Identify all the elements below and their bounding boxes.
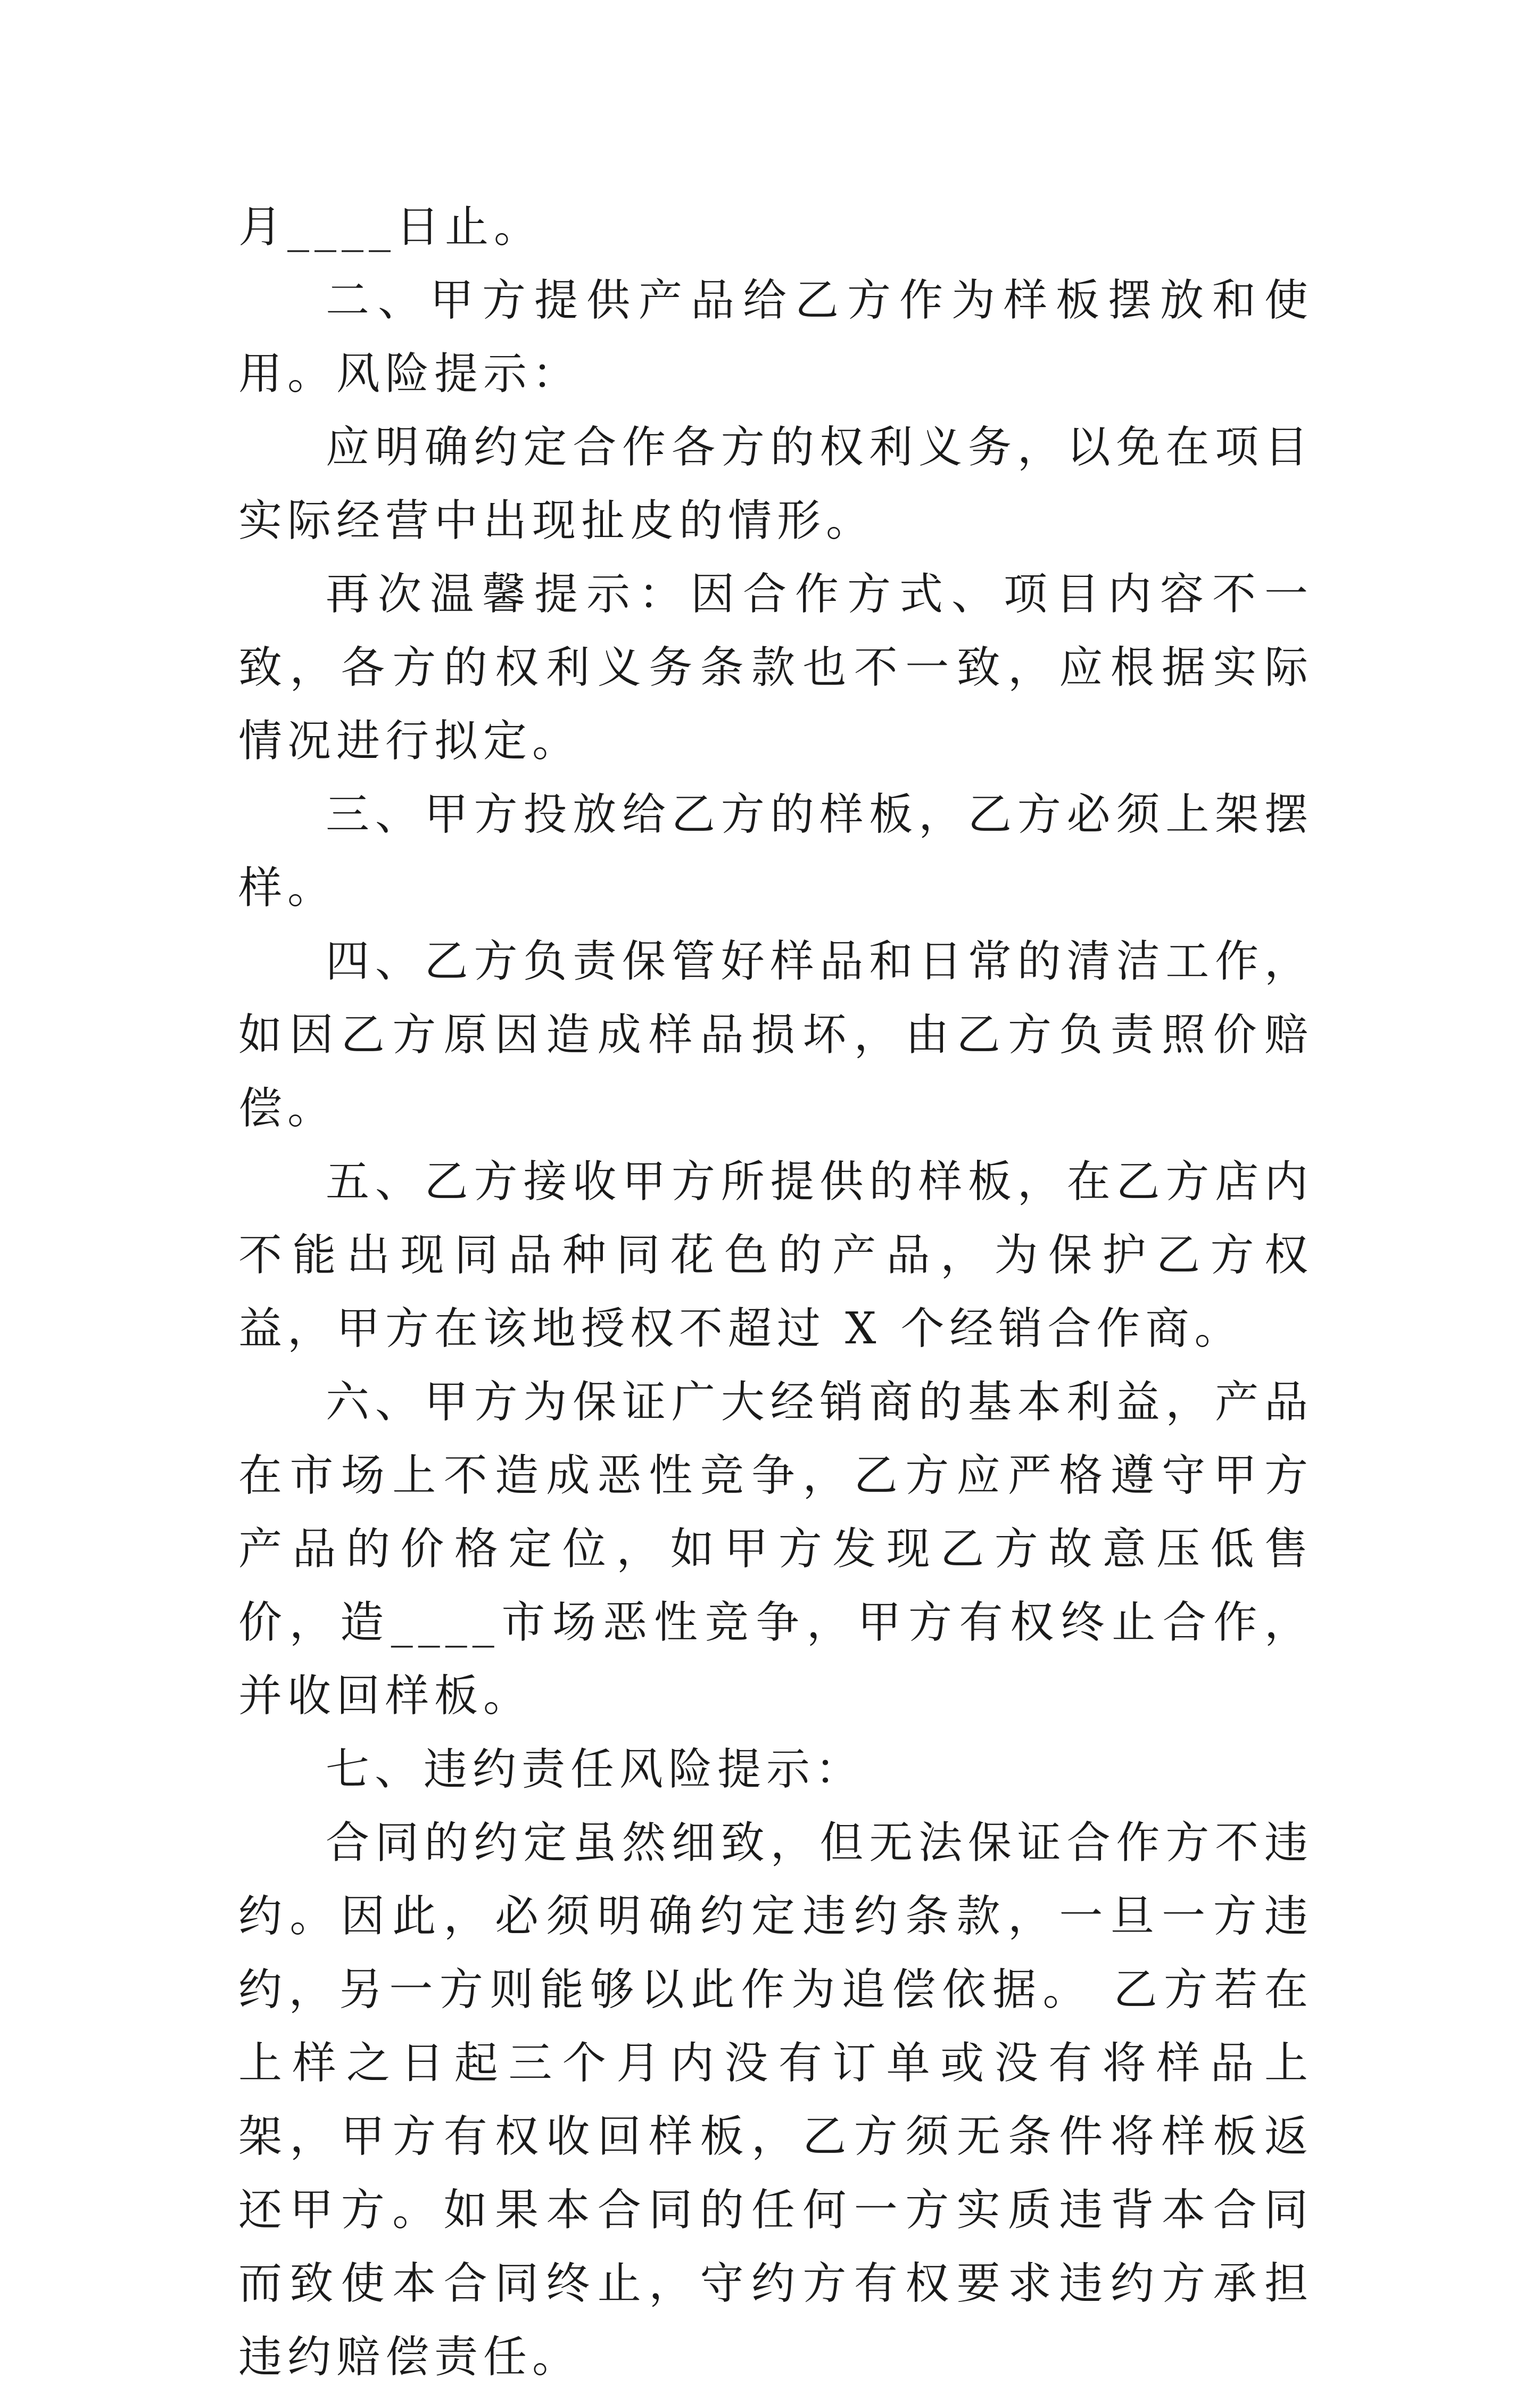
paragraph-clause-6: 六、甲方为保证广大经销商的基本利益，产品在市场上不造成恶性竞争，乙方应严格遵守甲方产品的价格定位，如甲方发现乙方故意压低售价，造____市场恶性竞争，甲方有权终止合作，并收回样板。 [238,1377,1313,1721]
paragraph-end-date: 月____日止。 [238,202,543,252]
paragraph-reminder: 再次温馨提示：因合作方式、项目内容不一致，各方的权利义务条款也不一致，应根据实际情况进行拟定。 [238,569,1313,766]
paragraph-clause-2: 二、甲方提供产品给乙方作为样板摆放和使用。风险提示： [238,275,1313,399]
document-body [238,191,1313,2394]
paragraph-clause-3: 三、甲方投放给乙方的样板，乙方必须上架摆样。 [238,789,1313,913]
paragraph-clause-5: 五、乙方接收甲方所提供的样板，在乙方店内不能出现同品种同花色的产品，为保护乙方权益，甲方在该地授权不超过 X 个经销合作商。 [238,1157,1313,1354]
paragraph-clause-4: 四、乙方负责保管好样品和日常的清洁工作，如因乙方原因造成样品损坏，由乙方负责照价赔偿。 [238,936,1313,1134]
paragraph-clause-7-body: 合同的约定虽然细致，但无法保证合作方不违约。因此，必须明确约定违约条款，一旦一方违约，另一方则能够以此作为追偿依据。 乙方若在上样之日起三个月内没有订单或没有将样品上架，甲方有权收回样板，乙方须无条件将样板返还甲方。如果本合同的任何一方实质违背本合同而致使本合同终止，守约方有权要求违约方承担违约赔偿责任。 [238,1818,1313,2382]
paragraph-clause-7-heading: 七、违约责任风险提示： [326,1744,865,1795]
paragraph-risk-note: 应明确约定合作各方的权利义务，以免在项目实际经营中出现扯皮的情形。 [238,422,1313,546]
